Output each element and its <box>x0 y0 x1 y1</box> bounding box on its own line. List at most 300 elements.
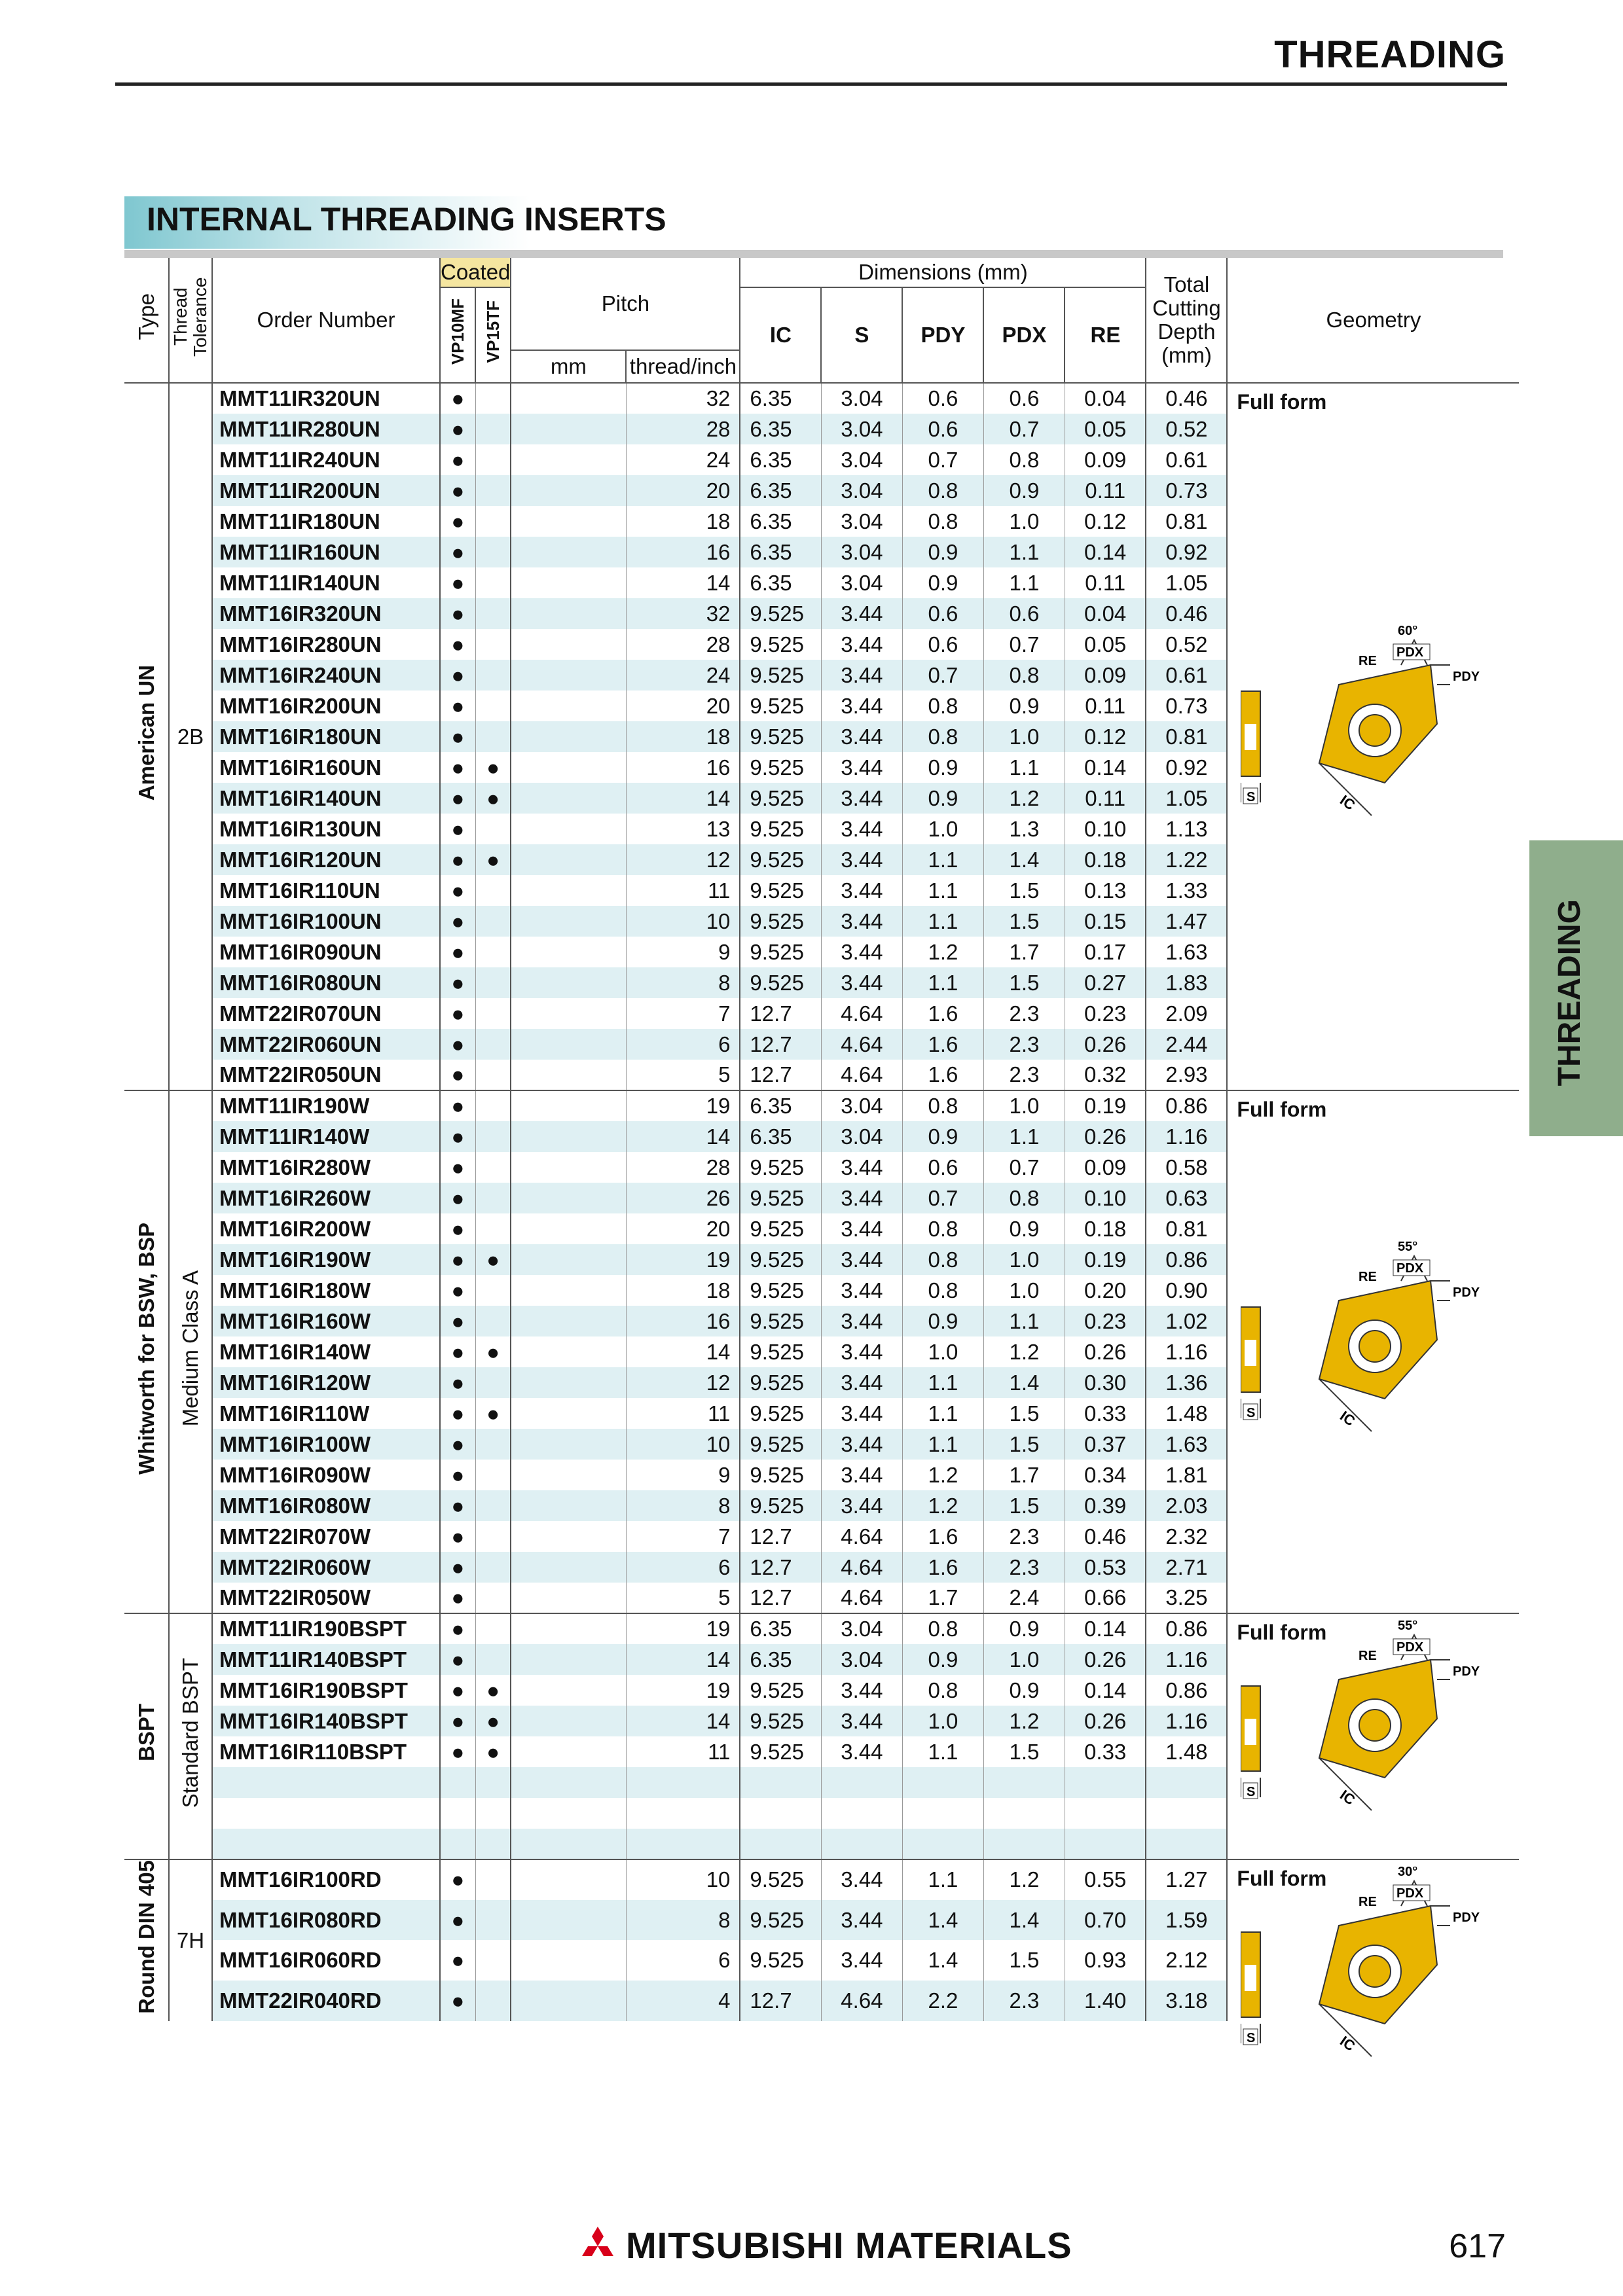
insert-geometry-diagram <box>1241 1867 1516 2063</box>
pitch-mm <box>511 1583 626 1613</box>
col-total-depth: Total Cutting Depth (mm) <box>1146 258 1227 383</box>
order-number: MMT11IR140BSPT <box>212 1644 440 1675</box>
pitch-tpi: 32 <box>626 598 740 629</box>
pitch-mm <box>511 629 626 660</box>
order-number: MMT16IR140BSPT <box>212 1706 440 1736</box>
total-cutting-depth: 1.47 <box>1146 906 1227 937</box>
order-number: MMT16IR190BSPT <box>212 1675 440 1706</box>
geometry-form-label: Full form <box>1237 1098 1327 1121</box>
dim-s: 3.44 <box>821 598 902 629</box>
pitch-tpi: 18 <box>626 721 740 752</box>
svg-text:RE: RE <box>1359 1270 1377 1284</box>
dim-s: 4.64 <box>821 1981 902 2021</box>
grade-vp15tf <box>475 875 511 906</box>
grade-vp10mf: ● <box>440 1429 475 1460</box>
dim-ic <box>740 1798 821 1829</box>
dim-re: 0.66 <box>1065 1583 1146 1613</box>
side-tab-threading[interactable] <box>1529 840 1623 1136</box>
grade-vp15tf <box>475 1490 511 1521</box>
dim-re: 0.17 <box>1065 937 1146 967</box>
col-grade-vp15tf: VP15TF <box>475 287 511 383</box>
dim-ic: 12.7 <box>740 998 821 1029</box>
grade-vp15tf <box>475 1552 511 1583</box>
total-cutting-depth: 1.81 <box>1146 1460 1227 1490</box>
grade-vp10mf: ● <box>440 1152 475 1183</box>
total-cutting-depth: 0.46 <box>1146 598 1227 629</box>
dim-ic: 9.525 <box>740 721 821 752</box>
dim-pdy: 0.6 <box>902 629 983 660</box>
dim-s: 3.44 <box>821 660 902 691</box>
dim-re: 0.46 <box>1065 1521 1146 1552</box>
dim-pdy: 0.9 <box>902 567 983 598</box>
dim-ic: 9.525 <box>740 1306 821 1336</box>
order-number: MMT16IR280W <box>212 1152 440 1183</box>
grade-vp10mf: ● <box>440 1490 475 1521</box>
dim-re: 0.05 <box>1065 414 1146 444</box>
pitch-mm <box>511 1490 626 1521</box>
total-cutting-depth: 1.63 <box>1146 1429 1227 1460</box>
grade-vp10mf: ● <box>440 998 475 1029</box>
order-number: MMT11IR160UN <box>212 537 440 567</box>
dim-pdy: 0.8 <box>902 506 983 537</box>
dim-pdy: 1.1 <box>902 906 983 937</box>
pitch-tpi: 14 <box>626 567 740 598</box>
dim-pdx: 2.3 <box>983 1060 1065 1090</box>
order-number: MMT22IR070UN <box>212 998 440 1029</box>
total-cutting-depth: 0.73 <box>1146 475 1227 506</box>
pitch-tpi: 28 <box>626 629 740 660</box>
order-number: MMT16IR130UN <box>212 814 440 844</box>
pitch-tpi: 19 <box>626 1675 740 1706</box>
grade-vp15tf <box>475 814 511 844</box>
dim-s: 3.44 <box>821 906 902 937</box>
grade-vp10mf: ● <box>440 1644 475 1675</box>
dim-ic: 6.35 <box>740 414 821 444</box>
pitch-tpi: 20 <box>626 475 740 506</box>
dim-pdy: 1.1 <box>902 844 983 875</box>
pitch-mm <box>511 598 626 629</box>
insert-geometry-diagram <box>1241 626 1516 822</box>
dim-pdx <box>983 1829 1065 1859</box>
total-cutting-depth: 3.25 <box>1146 1583 1227 1613</box>
grade-vp15tf: ● <box>475 1398 511 1429</box>
dim-re: 0.11 <box>1065 567 1146 598</box>
grade-vp10mf: ● <box>440 444 475 475</box>
svg-text:IC: IC <box>1337 791 1359 814</box>
dim-s: 3.44 <box>821 1706 902 1736</box>
dim-s: 3.04 <box>821 1644 902 1675</box>
total-cutting-depth: 2.12 <box>1146 1940 1227 1981</box>
dim-pdx: 2.3 <box>983 1029 1065 1060</box>
dim-pdx: 2.3 <box>983 1521 1065 1552</box>
svg-text:IC: IC <box>1337 1786 1359 1808</box>
dim-s: 3.04 <box>821 506 902 537</box>
dim-pdy: 1.6 <box>902 1060 983 1090</box>
dim-pdx: 1.0 <box>983 1644 1065 1675</box>
section-title: INTERNAL THREADING INSERTS <box>147 201 666 238</box>
dim-ic: 6.35 <box>740 1613 821 1644</box>
grade-vp10mf: ● <box>440 844 475 875</box>
dim-ic: 6.35 <box>740 567 821 598</box>
grade-vp10mf: ● <box>440 1060 475 1090</box>
insert-geometry-diagram <box>1241 1621 1516 1817</box>
dim-ic: 9.525 <box>740 660 821 691</box>
dim-pdx: 1.0 <box>983 506 1065 537</box>
dim-pdx: 1.0 <box>983 721 1065 752</box>
total-cutting-depth: 0.46 <box>1146 383 1227 414</box>
total-cutting-depth: 2.32 <box>1146 1521 1227 1552</box>
grade-vp15tf <box>475 1940 511 1981</box>
pitch-tpi: 28 <box>626 1152 740 1183</box>
col-ic: IC <box>740 287 821 383</box>
dim-ic: 9.525 <box>740 1398 821 1429</box>
grade-vp15tf: ● <box>475 783 511 814</box>
dim-pdx: 1.7 <box>983 1460 1065 1490</box>
pitch-mm <box>511 1829 626 1859</box>
dim-pdx: 1.3 <box>983 814 1065 844</box>
dim-pdy: 1.7 <box>902 1583 983 1613</box>
pitch-mm <box>511 1213 626 1244</box>
order-number: MMT16IR280UN <box>212 629 440 660</box>
grade-vp10mf: ● <box>440 691 475 721</box>
dim-re: 0.70 <box>1065 1900 1146 1941</box>
dim-s: 3.44 <box>821 1940 902 1981</box>
dim-s: 3.44 <box>821 1900 902 1941</box>
group-geometry <box>1227 1090 1519 1613</box>
pitch-tpi: 9 <box>626 937 740 967</box>
dim-pdx: 0.8 <box>983 1183 1065 1213</box>
dim-s: 3.44 <box>821 1429 902 1460</box>
dim-pdy: 0.9 <box>902 1121 983 1152</box>
dim-pdy: 0.8 <box>902 1244 983 1275</box>
grade-vp15tf <box>475 1521 511 1552</box>
pitch-tpi: 12 <box>626 1367 740 1398</box>
pitch-mm <box>511 1152 626 1183</box>
dim-re: 0.33 <box>1065 1398 1146 1429</box>
dim-s: 3.04 <box>821 414 902 444</box>
dim-pdx: 0.9 <box>983 691 1065 721</box>
group-tolerance <box>169 383 212 1090</box>
grade-vp10mf: ● <box>440 1029 475 1060</box>
pitch-mm <box>511 414 626 444</box>
grade-vp15tf <box>475 1900 511 1941</box>
group-type <box>124 1613 169 1859</box>
dim-s: 3.04 <box>821 1613 902 1644</box>
pitch-tpi: 16 <box>626 752 740 783</box>
total-cutting-depth: 3.18 <box>1146 1981 1227 2021</box>
grade-vp15tf: ● <box>475 752 511 783</box>
dim-s: 4.64 <box>821 1521 902 1552</box>
threading-inserts-table <box>124 258 1519 2054</box>
dim-s: 3.44 <box>821 1460 902 1490</box>
pitch-mm <box>511 1940 626 1981</box>
svg-text:PDY: PDY <box>1453 1285 1480 1300</box>
dim-pdy: 0.9 <box>902 752 983 783</box>
dim-pdx: 1.1 <box>983 1121 1065 1152</box>
dim-s: 3.44 <box>821 937 902 967</box>
dim-s: 3.44 <box>821 814 902 844</box>
dim-re: 1.40 <box>1065 1981 1146 2021</box>
dim-pdy: 1.1 <box>902 1429 983 1460</box>
order-number: MMT16IR110BSPT <box>212 1736 440 1767</box>
pitch-tpi: 18 <box>626 1275 740 1306</box>
grade-vp15tf <box>475 1060 511 1090</box>
total-cutting-depth <box>1146 1767 1227 1798</box>
dim-s: 3.04 <box>821 475 902 506</box>
pitch-mm <box>511 967 626 998</box>
svg-text:S: S <box>1247 2031 1256 2045</box>
pitch-mm <box>511 1736 626 1767</box>
pitch-mm <box>511 1244 626 1275</box>
dim-pdy: 0.7 <box>902 444 983 475</box>
dim-ic: 12.7 <box>740 1981 821 2021</box>
pitch-mm <box>511 383 626 414</box>
order-number: MMT16IR110W <box>212 1398 440 1429</box>
dim-pdx: 1.1 <box>983 752 1065 783</box>
total-cutting-depth: 0.61 <box>1146 660 1227 691</box>
dim-ic: 6.35 <box>740 383 821 414</box>
pitch-mm <box>511 1183 626 1213</box>
dim-re: 0.30 <box>1065 1367 1146 1398</box>
dim-pdx: 1.1 <box>983 567 1065 598</box>
dim-s: 3.44 <box>821 1675 902 1706</box>
total-cutting-depth: 1.16 <box>1146 1644 1227 1675</box>
order-number: MMT16IR080RD <box>212 1900 440 1941</box>
dim-pdx: 0.8 <box>983 660 1065 691</box>
dim-ic: 9.525 <box>740 937 821 967</box>
dim-re: 0.19 <box>1065 1090 1146 1121</box>
dim-ic: 9.525 <box>740 1900 821 1941</box>
dim-ic: 9.525 <box>740 1336 821 1367</box>
footer-logo <box>576 2222 1072 2268</box>
pitch-tpi: 4 <box>626 1981 740 2021</box>
dim-ic: 9.525 <box>740 875 821 906</box>
dim-pdy: 1.1 <box>902 1859 983 1900</box>
grade-vp10mf <box>440 1798 475 1829</box>
grade-vp10mf: ● <box>440 1583 475 1613</box>
order-number: MMT16IR160W <box>212 1306 440 1336</box>
grade-vp15tf <box>475 1183 511 1213</box>
total-cutting-depth: 0.86 <box>1146 1675 1227 1706</box>
pitch-mm <box>511 1706 626 1736</box>
dim-s <box>821 1829 902 1859</box>
svg-text:PDX: PDX <box>1396 1261 1424 1276</box>
grade-vp15tf <box>475 1121 511 1152</box>
grade-vp10mf <box>440 1767 475 1798</box>
dim-re: 0.26 <box>1065 1121 1146 1152</box>
dim-s: 3.44 <box>821 721 902 752</box>
col-pitch: Pitch <box>511 258 740 350</box>
grade-vp15tf: ● <box>475 844 511 875</box>
dim-s: 3.44 <box>821 752 902 783</box>
order-number: MMT22IR070W <box>212 1521 440 1552</box>
grade-vp15tf <box>475 383 511 414</box>
grade-vp15tf <box>475 1859 511 1900</box>
grade-vp15tf: ● <box>475 1336 511 1367</box>
grade-vp15tf <box>475 967 511 998</box>
dim-ic: 9.525 <box>740 783 821 814</box>
col-coated: Coated <box>440 258 511 287</box>
grade-vp15tf <box>475 1798 511 1829</box>
dim-re: 0.04 <box>1065 383 1146 414</box>
dim-pdy: 1.6 <box>902 1521 983 1552</box>
svg-text:IC: IC <box>1337 1407 1359 1429</box>
dim-pdy: 0.6 <box>902 598 983 629</box>
pitch-tpi: 5 <box>626 1583 740 1613</box>
dim-pdy: 1.6 <box>902 998 983 1029</box>
dim-pdy: 1.2 <box>902 1460 983 1490</box>
dim-pdy: 0.9 <box>902 537 983 567</box>
dim-s: 3.44 <box>821 691 902 721</box>
dim-re: 0.11 <box>1065 475 1146 506</box>
pitch-mm <box>511 660 626 691</box>
dim-s: 3.04 <box>821 1121 902 1152</box>
dim-pdx: 1.1 <box>983 537 1065 567</box>
dim-pdy: 1.1 <box>902 1367 983 1398</box>
total-cutting-depth: 1.05 <box>1146 783 1227 814</box>
total-cutting-depth: 1.16 <box>1146 1336 1227 1367</box>
grade-vp15tf <box>475 1829 511 1859</box>
dim-ic: 9.525 <box>740 1675 821 1706</box>
order-number: MMT11IR140UN <box>212 567 440 598</box>
group-tolerance-label: Standard BSPT <box>178 1657 202 1808</box>
dim-pdx: 0.7 <box>983 414 1065 444</box>
dim-pdx: 1.5 <box>983 1736 1065 1767</box>
dim-pdy: 0.9 <box>902 1644 983 1675</box>
dim-pdx: 1.5 <box>983 1490 1065 1521</box>
total-cutting-depth: 1.05 <box>1146 567 1227 598</box>
dim-s <box>821 1767 902 1798</box>
col-pdy: PDY <box>902 287 983 383</box>
total-cutting-depth: 0.81 <box>1146 1213 1227 1244</box>
order-number: MMT16IR080W <box>212 1490 440 1521</box>
order-number: MMT16IR180UN <box>212 721 440 752</box>
dim-re: 0.18 <box>1065 844 1146 875</box>
group-type <box>124 1090 169 1613</box>
pitch-tpi: 7 <box>626 1521 740 1552</box>
total-cutting-depth: 0.73 <box>1146 691 1227 721</box>
dim-re: 0.39 <box>1065 1490 1146 1521</box>
group-type <box>124 383 169 1090</box>
col-geometry: Geometry <box>1227 258 1519 383</box>
dim-re: 0.11 <box>1065 783 1146 814</box>
pitch-tpi: 16 <box>626 1306 740 1336</box>
dim-pdy: 1.0 <box>902 814 983 844</box>
total-cutting-depth: 1.33 <box>1146 875 1227 906</box>
dim-pdx: 1.0 <box>983 1244 1065 1275</box>
dim-ic: 6.35 <box>740 444 821 475</box>
dim-pdx: 0.9 <box>983 475 1065 506</box>
dim-pdx: 0.9 <box>983 1213 1065 1244</box>
order-number: MMT16IR320UN <box>212 598 440 629</box>
grade-vp10mf: ● <box>440 1552 475 1583</box>
header-rule <box>115 82 1507 86</box>
table-row <box>124 1613 1519 1644</box>
pitch-mm <box>511 844 626 875</box>
dim-s: 3.44 <box>821 1736 902 1767</box>
dim-ic: 9.525 <box>740 1490 821 1521</box>
dim-ic: 6.35 <box>740 1090 821 1121</box>
dim-ic: 9.525 <box>740 598 821 629</box>
pitch-tpi: 14 <box>626 1706 740 1736</box>
total-cutting-depth: 0.81 <box>1146 506 1227 537</box>
pitch-tpi: 19 <box>626 1613 740 1644</box>
total-cutting-depth: 0.81 <box>1146 721 1227 752</box>
total-cutting-depth: 0.86 <box>1146 1244 1227 1275</box>
dim-pdy: 1.2 <box>902 937 983 967</box>
total-cutting-depth: 1.48 <box>1146 1736 1227 1767</box>
pitch-mm <box>511 1552 626 1583</box>
dim-pdx: 1.0 <box>983 1090 1065 1121</box>
dim-pdy: 1.4 <box>902 1900 983 1941</box>
group-tolerance-label: 2B <box>177 724 204 749</box>
dim-s: 3.44 <box>821 967 902 998</box>
grade-vp15tf <box>475 1029 511 1060</box>
grade-vp10mf: ● <box>440 567 475 598</box>
pitch-tpi: 10 <box>626 906 740 937</box>
svg-text:PDY: PDY <box>1453 1910 1480 1925</box>
col-pitch-mm: mm <box>511 350 626 383</box>
order-number: MMT16IR200W <box>212 1213 440 1244</box>
grade-vp10mf: ● <box>440 1675 475 1706</box>
dim-pdy: 1.1 <box>902 1736 983 1767</box>
pitch-tpi: 26 <box>626 1183 740 1213</box>
dim-s: 3.04 <box>821 1090 902 1121</box>
grade-vp15tf <box>475 598 511 629</box>
dim-s: 4.64 <box>821 1029 902 1060</box>
pitch-tpi: 7 <box>626 998 740 1029</box>
dim-ic: 9.525 <box>740 1429 821 1460</box>
dim-ic: 9.525 <box>740 1367 821 1398</box>
dim-pdx: 1.7 <box>983 937 1065 967</box>
pitch-tpi: 5 <box>626 1060 740 1090</box>
pitch-tpi: 11 <box>626 875 740 906</box>
dim-ic: 6.35 <box>740 1121 821 1152</box>
group-type-label: Whitworth for BSW, BSP <box>134 1222 158 1475</box>
group-tolerance-label: Medium Class A <box>178 1270 202 1427</box>
col-thread-tolerance: Thread Tolerance <box>169 258 212 383</box>
dim-re: 0.12 <box>1065 721 1146 752</box>
total-cutting-depth: 0.61 <box>1146 444 1227 475</box>
dim-ic: 9.525 <box>740 629 821 660</box>
total-cutting-depth: 0.86 <box>1146 1613 1227 1644</box>
order-number: MMT11IR200UN <box>212 475 440 506</box>
pitch-tpi: 24 <box>626 444 740 475</box>
dim-re: 0.18 <box>1065 1213 1146 1244</box>
col-order-number: Order Number <box>212 258 440 383</box>
pitch-tpi: 18 <box>626 506 740 537</box>
group-type-label: Round DIN 405 <box>134 1860 158 2014</box>
pitch-tpi: 14 <box>626 783 740 814</box>
grade-vp10mf: ● <box>440 937 475 967</box>
footer-brand: MITSUBISHI MATERIALS <box>626 2224 1072 2266</box>
grade-vp15tf <box>475 691 511 721</box>
dim-pdx: 0.6 <box>983 383 1065 414</box>
pitch-mm <box>511 1090 626 1121</box>
grade-vp10mf: ● <box>440 1244 475 1275</box>
svg-text:55°: 55° <box>1398 1242 1418 1254</box>
grade-vp10mf: ● <box>440 506 475 537</box>
dim-ic: 9.525 <box>740 814 821 844</box>
dim-ic: 12.7 <box>740 1521 821 1552</box>
pitch-mm <box>511 1613 626 1644</box>
dim-re: 0.10 <box>1065 814 1146 844</box>
dim-re: 0.55 <box>1065 1859 1146 1900</box>
order-number: MMT11IR190BSPT <box>212 1613 440 1644</box>
grade-vp10mf: ● <box>440 814 475 844</box>
grade-vp15tf <box>475 1367 511 1398</box>
svg-text:RE: RE <box>1359 1649 1377 1663</box>
